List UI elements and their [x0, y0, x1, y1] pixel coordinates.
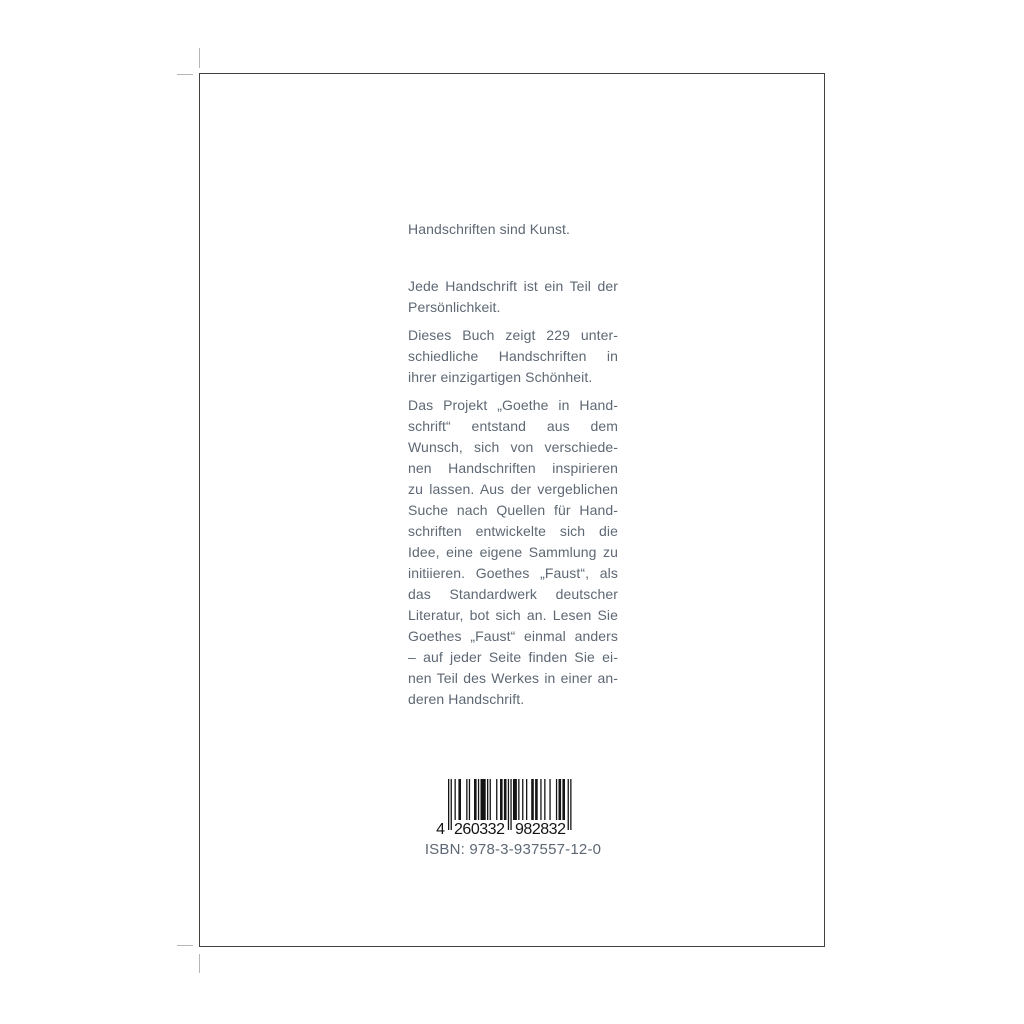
- text-line: Jede Handschrift ist ein Teil der: [408, 278, 618, 294]
- text-line: nen Teil des Werkes in einer an-: [408, 670, 618, 686]
- body-text: [408, 219, 618, 717]
- crop-mark-bottom-left-vertical: [199, 954, 200, 973]
- ean13-barcode-svg: [434, 779, 574, 837]
- barcode-digit-first: 4: [436, 821, 445, 837]
- crop-mark-top-left-vertical: [199, 48, 200, 68]
- text-line: ihrer einzigartigen Schönheit.: [408, 369, 593, 385]
- text-line: Dieses Buch zeigt 229 unter-: [408, 327, 618, 343]
- crop-mark-bottom-left-horizontal: [177, 945, 193, 946]
- text-line: schriften entwickelte sich die: [408, 523, 618, 539]
- text-line: Handschriften sind Kunst.: [408, 221, 571, 237]
- text-line: das Standardwerk deutscher: [408, 586, 618, 602]
- text-line: initiieren. Goethes „Faust“, als: [408, 565, 618, 581]
- paragraph: [408, 325, 618, 388]
- text-line: schrift“ entstand aus dem: [408, 418, 618, 434]
- text-line: Idee, eine eigene Sammlung zu: [408, 544, 618, 560]
- paragraph: [408, 219, 618, 240]
- text-line: – auf jeder Seite finden Sie ei-: [408, 649, 618, 665]
- text-line: Goethes „Faust“ einmal anders: [408, 628, 618, 644]
- text-line: Persönlichkeit.: [408, 299, 501, 315]
- crop-mark-top-left-horizontal: [177, 74, 193, 75]
- text-line: zu lassen. Aus der vergeblichen: [408, 481, 618, 497]
- text-line: Suche nach Quellen für Hand-: [408, 502, 618, 518]
- barcode-digit-left-group: 260332: [454, 821, 505, 837]
- paragraph: [408, 395, 618, 710]
- barcode-digit-right-group: 982832: [515, 821, 566, 837]
- isbn-text: ISBN: 978-3-937557-12-0: [424, 841, 602, 858]
- text-line: Das Projekt „Goethe in Hand-: [408, 397, 618, 413]
- barcode: [434, 779, 574, 837]
- paragraph: [408, 276, 618, 318]
- text-line: nen Handschriften inspirieren: [408, 460, 618, 476]
- text-line: deren Handschrift.: [408, 691, 525, 707]
- text-line: schiedliche Handschriften in: [408, 348, 618, 364]
- text-line: Wunsch, sich von verschiede-: [408, 439, 618, 455]
- text-line: Literatur, bot sich an. Lesen Sie: [408, 607, 618, 623]
